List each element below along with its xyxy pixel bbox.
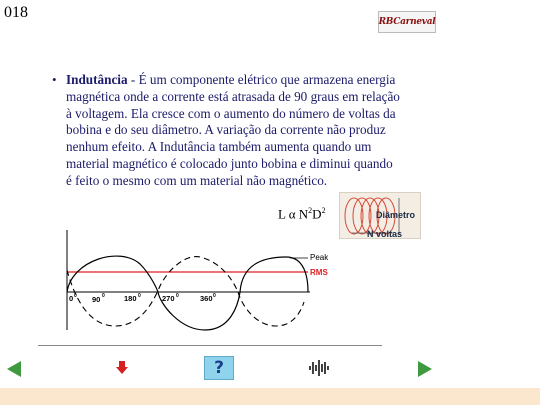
formula-prefix: L α N bbox=[278, 206, 309, 222]
help-button[interactable] bbox=[204, 356, 234, 380]
logo: RBCarneval bbox=[378, 11, 436, 33]
formula bbox=[278, 206, 326, 222]
prev-arrow-icon[interactable] bbox=[6, 360, 22, 378]
deg-symbol-270: 0 bbox=[176, 293, 179, 299]
deg-label-0: 0 bbox=[69, 294, 74, 303]
deg-label-180: 180 bbox=[124, 294, 137, 303]
formula-exp-2: 2 bbox=[321, 206, 326, 215]
divider bbox=[38, 345, 382, 346]
deg-symbol-90: 0 bbox=[102, 293, 105, 299]
formula-exp-1: 2 bbox=[308, 206, 313, 215]
down-arrow-icon[interactable] bbox=[116, 361, 128, 375]
paragraph bbox=[66, 72, 401, 190]
definition-text: - É um componente elétrico que armazena energia magnética onde a corrente está atrasada de 90 graus em relação à voltagem. Ela cresce com o aumento do número de voltas da bobina e do seu diâmetro. A variação da corrente não produz nenhum efeito. A Indutância também aumenta quando um material magnético é colocado junto bobina e diminui quando é feito o mesmo com um material não magnético. bbox=[66, 72, 400, 188]
diameter-label: Diâmetro bbox=[376, 210, 416, 220]
bullet-icon: • bbox=[52, 72, 57, 87]
deg-label-90: 90 bbox=[92, 295, 101, 304]
peak-label: Peak bbox=[310, 253, 329, 262]
deg-label-360: 360 bbox=[200, 294, 213, 303]
bottom-strip bbox=[0, 388, 540, 405]
term: Indutância bbox=[66, 72, 128, 87]
waveform-diagram bbox=[60, 226, 370, 331]
current-wave-2 bbox=[238, 292, 304, 326]
deg-label-270: 270 bbox=[162, 294, 175, 303]
current-wave-1 bbox=[67, 257, 238, 326]
formula-mid: D bbox=[312, 206, 322, 222]
next-arrow-icon[interactable] bbox=[417, 360, 433, 378]
deg-symbol-0: 0 bbox=[74, 293, 77, 299]
deg-symbol-360: 0 bbox=[213, 293, 216, 299]
slide-number: 018 bbox=[4, 4, 28, 21]
rms-label: RMS bbox=[310, 268, 328, 277]
turns-label: N voltas bbox=[367, 229, 403, 239]
help-icon: ? bbox=[214, 358, 224, 378]
voltage-wave-3 bbox=[240, 257, 308, 292]
sound-icon[interactable] bbox=[308, 359, 330, 377]
voltage-wave-1 bbox=[67, 256, 158, 292]
deg-symbol-180: 0 bbox=[138, 293, 141, 299]
